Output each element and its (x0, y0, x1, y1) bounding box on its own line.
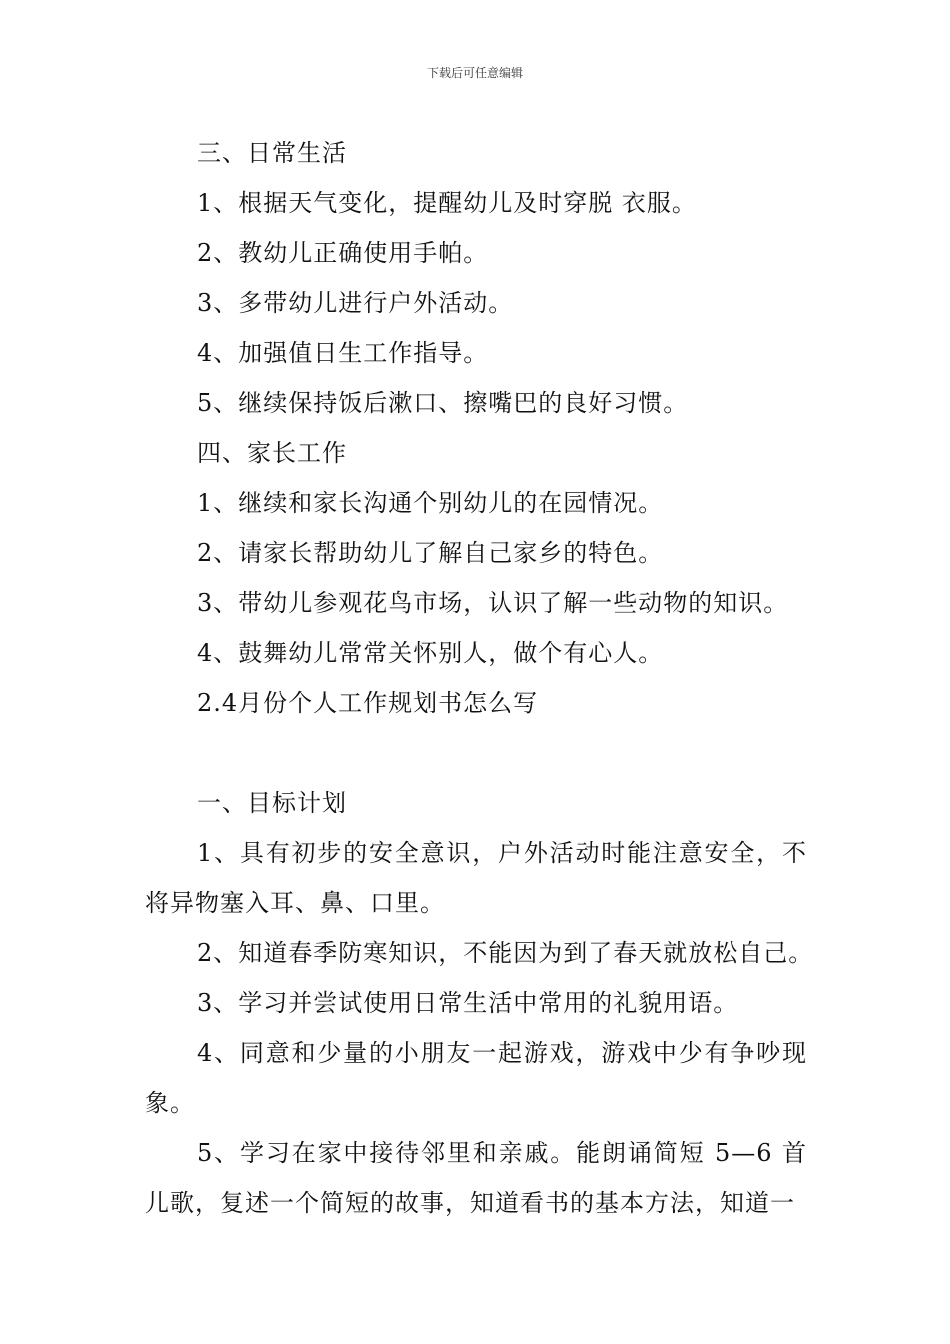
list-item: 1、继续和家长沟通个别幼儿的在园情况。 (197, 489, 664, 517)
list-item: 2、教幼儿正确使用手帕。 (197, 239, 489, 267)
section-heading-goals: 一、目标计划 (197, 789, 347, 817)
paragraph: 4、同意和少量的小朋友一起游戏，游戏中少有争吵现象。 (145, 1039, 807, 1117)
spacer (145, 728, 807, 778)
list-item: 3、多带幼儿进行户外活动。 (197, 289, 514, 317)
document-subtitle: 2.4月份个人工作规划书怎么写 (197, 689, 539, 717)
list-item: 5、继续保持饭后漱口、擦嘴巴的良好习惯。 (197, 389, 689, 417)
list-item: 4、加强值日生工作指导。 (197, 339, 489, 367)
paragraph: 3、学习并尝试使用日常生活中常用的礼貌用语。 (197, 989, 739, 1017)
paragraph: 5、学习在家中接待邻里和亲戚。能朗诵简短 5—6 首儿歌，复述一个简短的故事，知道看书的基本方法，知道一 (145, 1139, 807, 1217)
paragraph: 1、具有初步的安全意识，户外活动时能注意安全，不将异物塞入耳、鼻、口里。 (145, 839, 807, 917)
page-header: 下载后可任意编辑 (426, 66, 523, 80)
list-item: 4、鼓舞幼儿常常关怀别人，做个有心人。 (197, 639, 664, 667)
section-heading-parent-work: 四、家长工作 (197, 439, 347, 467)
paragraph: 2、知道春季防寒知识，不能因为到了春天就放松自己。 (197, 939, 814, 967)
list-item: 2、请家长帮助幼儿了解自己家乡的特色。 (197, 539, 664, 567)
document-body (145, 128, 814, 1228)
section-heading-daily-life: 三、日常生活 (197, 139, 347, 167)
list-item: 3、带幼儿参观花鸟市场，认识了解一些动物的知识。 (197, 589, 789, 617)
list-item: 1、根据天气变化，提醒幼儿及时穿脱 衣服。 (197, 189, 697, 217)
